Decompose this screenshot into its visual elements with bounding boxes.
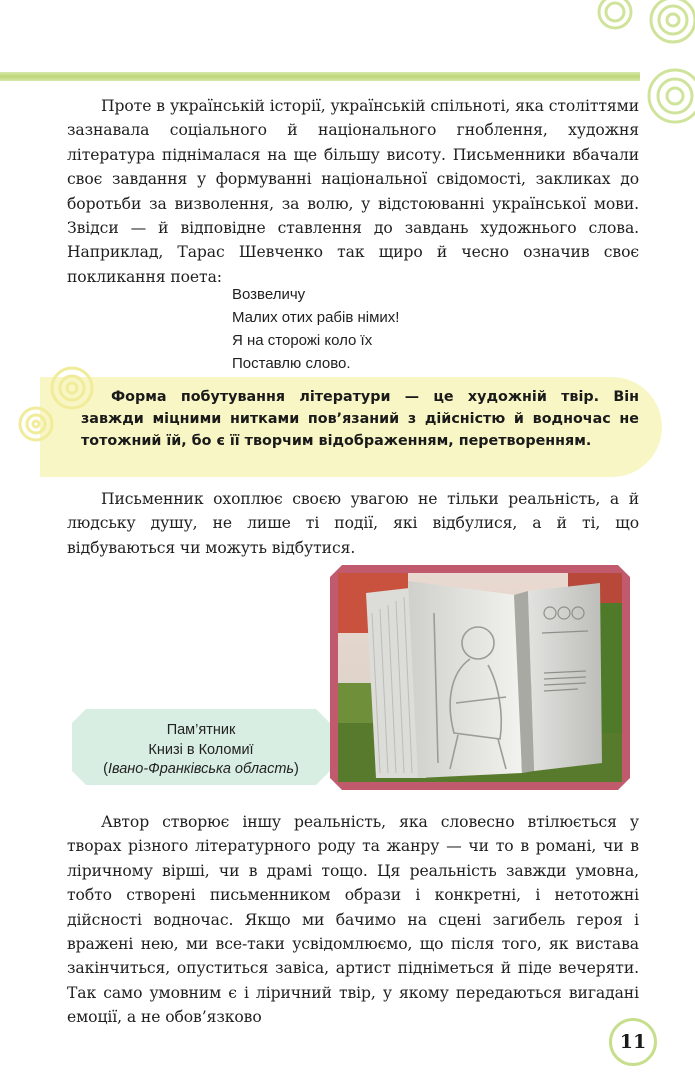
header-rule: [0, 72, 640, 81]
paragraph-writer: Письменник охоплює своєю увагою не тільки реальність, а й людську душу, не лише ті події, які відбулися, а й ті, що відбуваються чи можуть відбутися.: [67, 490, 639, 557]
caption-line: Пам’ятник: [166, 722, 236, 738]
caption-line: Книзі в Коломиї: [148, 741, 254, 758]
page-number: 11: [609, 1018, 657, 1066]
poem-line: Я на сторожі коло їх: [232, 332, 373, 349]
poem-line: Поставлю слово.: [232, 355, 351, 372]
poem-line: Возвеличу: [232, 286, 306, 303]
definition-text: Форма побутування літератури — це художній твір. Він завжди міцними нитками пов’язаний з дійсністю й водночас не тотожний їй, бо є її творчим відображенням, перетворенням.: [81, 389, 639, 450]
poem-quote: [232, 283, 399, 375]
book-monument-photo: [338, 573, 622, 782]
book-monument-image: [338, 573, 622, 782]
photo-caption: [72, 721, 330, 780]
caption-line: (Івано-Франківська область): [103, 761, 299, 777]
paragraph-reality: Автор створює іншу реальність, яка словесно втілюється у творах різного літературного роду та жанру — чи то в романі, чи в ліричному вірші, чи в драмі тощо. Ця реальність завжди умовна, тобто створені письменником образи і конкретні, і нетотожні дійсності водночас. Якщо ми бачимо на сцені загибель героя і вражені нею, ми все-таки усвідомлюємо, що після того, як вистава закінчиться, опуститься завіса, артист підніметься й піде вечеряти. Так само умовним є і ліричний твір, у якому передаються вигадані емоції, а не обов’язково: [67, 813, 639, 1027]
poem-line: Малих отих рабів німих!: [232, 309, 400, 326]
paragraph-intro: Проте в українській історії, українській спільноті, яка століттями зазнавала соціального й національного гноблення, художня література піднімалася на ще більшу висоту. Письменники вбачали своє завдання у формуванні національної свідомості, закликах до боротьби за визволення, за волю, у відстоюванні української мови. Звідси — й відповідне ставлення до завдань художнього слова. Наприклад, Тарас Шевченко так щиро й чесно означив своє покликання поета:: [67, 97, 639, 286]
